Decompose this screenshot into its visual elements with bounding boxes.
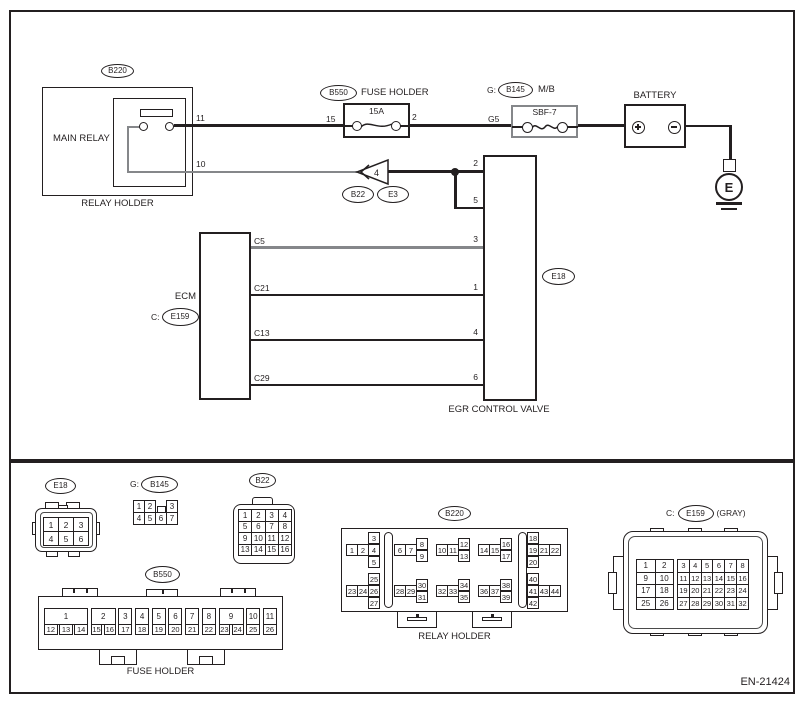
pin-cell: 13 xyxy=(459,551,469,561)
pin-cell: 14 xyxy=(479,545,489,555)
egr-valve-label: EGR CONTROL VALVE xyxy=(448,404,550,415)
pin-cell: 12 xyxy=(279,533,292,545)
wire-battery-ground-v xyxy=(729,125,732,160)
pin-cell: 2 xyxy=(144,500,156,513)
pin-cell: 3 xyxy=(368,532,380,544)
b220-foot xyxy=(397,611,437,628)
wire-ecm-c13 xyxy=(251,339,483,341)
pin-cell: 14 xyxy=(252,545,265,557)
pin-cell: 28 xyxy=(395,586,405,596)
egr-valve-box xyxy=(483,155,537,401)
pin-cell: 9 xyxy=(239,533,252,545)
pin-cell: 17 xyxy=(637,585,656,598)
pin-cell: 14 xyxy=(74,624,88,636)
pin-cell: 2 xyxy=(357,544,369,556)
b550-foot xyxy=(99,649,137,665)
pin-cell: 18 xyxy=(135,624,149,636)
pin-cell: 7 xyxy=(266,522,279,534)
pin-cell: 23 xyxy=(220,624,229,634)
pin-cell: 7 xyxy=(166,512,178,525)
pin-cell: 23 xyxy=(347,586,357,596)
pin-cell: 25 xyxy=(637,598,656,611)
b550-foot xyxy=(187,649,225,665)
pin-cell: 5 xyxy=(59,532,74,546)
pin-cell: 14 xyxy=(713,573,725,586)
pin-cell: 12 xyxy=(690,573,702,586)
pin-cell: 32 xyxy=(737,598,749,611)
pin-cell: 24 xyxy=(737,585,749,598)
sbf7-fuse-box xyxy=(511,105,578,138)
pin-cell: 28 xyxy=(690,598,702,611)
mb-prefix: G: xyxy=(487,84,496,95)
b550-caption: FUSE HOLDER xyxy=(126,666,195,677)
ecm-pin-c13: C13 xyxy=(254,328,270,338)
pin-cell: 13 xyxy=(239,545,252,557)
pin-cell: 19 xyxy=(152,624,166,636)
fuse-pin-15: 15 xyxy=(326,114,336,124)
relay-pin-10: 10 xyxy=(196,159,206,169)
pin-cell: 25 xyxy=(246,624,260,636)
b220-divider xyxy=(518,532,527,608)
e159-side-latch xyxy=(608,572,617,594)
fuse-slot: 9 xyxy=(219,608,244,625)
sbf7-label: SBF-7 xyxy=(532,107,557,117)
pin-cell: 29 xyxy=(702,598,714,611)
e18-pin-grid xyxy=(43,517,89,546)
main-relay-label: MAIN RELAY xyxy=(53,133,110,144)
pin-cell: 2 xyxy=(252,510,265,522)
egr-pin-2: 2 xyxy=(473,158,478,168)
egr-pin-1: 1 xyxy=(473,282,478,292)
pin-cell: 11 xyxy=(678,573,690,586)
mb-label: M/B xyxy=(537,84,555,96)
pin-cell: 36 xyxy=(479,586,489,596)
pin-cell: 19 xyxy=(528,545,538,555)
ground-line-1 xyxy=(716,202,742,205)
inline-ref-e3: E3 xyxy=(377,186,409,203)
pin-cell: 9 xyxy=(416,550,428,562)
pin-cell: 34 xyxy=(459,580,469,590)
b550-connector-label: B550 xyxy=(145,566,180,583)
pin-cell: 2 xyxy=(59,518,74,532)
pin-cell: 3 xyxy=(266,510,279,522)
pin-cell: 30 xyxy=(417,580,427,590)
ecm-connector-ref: E159 xyxy=(162,308,199,326)
pin-cell: 8 xyxy=(279,522,292,534)
pin-cell: 16 xyxy=(737,573,749,586)
inline-ref-b22: B22 xyxy=(342,186,374,203)
pin-cell: 41 xyxy=(528,586,538,596)
ground-symbol xyxy=(715,173,743,201)
relay-contact-right xyxy=(165,122,174,131)
pin-cell: 29 xyxy=(406,586,416,596)
pin-cell: 5 xyxy=(144,512,156,525)
fuse-slot: 6 xyxy=(168,608,182,625)
pin-cell: 4 xyxy=(690,560,702,573)
pin-cell: 22 xyxy=(713,585,725,598)
fuse-pin-2: 2 xyxy=(412,112,417,122)
pin-cell: 18 xyxy=(528,533,538,543)
b550-pin-matrix xyxy=(44,608,278,638)
battery-label: BATTERY xyxy=(633,90,677,101)
pin-cell: 2 xyxy=(656,560,675,573)
pin-cell: 11 xyxy=(447,544,459,556)
b220-divider xyxy=(384,532,393,608)
fuse-slot: 4 xyxy=(135,608,149,625)
pin-cell: 6 xyxy=(155,512,167,525)
mb-connector-ref: B145 xyxy=(498,82,533,98)
pin-cell: 5 xyxy=(239,522,252,534)
battery-plus-icon xyxy=(632,121,645,134)
pin-cell: 20 xyxy=(690,585,702,598)
pin-cell: 18 xyxy=(656,585,675,598)
pin-cell: 13 xyxy=(59,624,73,636)
pin-cell: 27 xyxy=(678,598,690,611)
wire-pin10-out xyxy=(127,171,357,173)
fuse-element-icon xyxy=(359,119,394,132)
pin-cell: 27 xyxy=(369,598,379,608)
ecm-pin-c5: C5 xyxy=(254,236,265,246)
ecm-label: ECM xyxy=(174,291,196,302)
wire-ecm-c21 xyxy=(251,294,483,296)
wire-relay-down xyxy=(127,126,129,172)
pin-cell: 24 xyxy=(358,586,368,596)
e159-prefix: C: xyxy=(666,508,675,519)
pin-cell: 24 xyxy=(233,624,242,634)
pin-cell: 10 xyxy=(437,545,447,555)
section-divider xyxy=(10,459,794,463)
egr-pin-5: 5 xyxy=(473,195,478,205)
pin-cell: 19 xyxy=(678,585,690,598)
wire-ecm-c29 xyxy=(251,384,483,386)
pin-cell: 31 xyxy=(725,598,737,611)
pin-cell: 6 xyxy=(252,522,265,534)
mb-pin-g5: G5 xyxy=(488,114,500,124)
pin-cell: 3 xyxy=(166,500,178,513)
pin-cell: 1 xyxy=(133,500,145,513)
b22-pin-grid xyxy=(238,509,292,556)
pin-cell: 1 xyxy=(44,518,59,532)
b220-caption: RELAY HOLDER xyxy=(418,631,491,642)
fuse-slot: 1 xyxy=(44,608,88,625)
pin-cell: 20 xyxy=(168,624,182,636)
pin-cell: 40 xyxy=(528,574,538,584)
pin-cell: 6 xyxy=(713,560,725,573)
pin-cell: 4 xyxy=(133,512,145,525)
pin-cell: 10 xyxy=(656,573,675,586)
ecm-pin-c21: C21 xyxy=(254,283,270,293)
b220-foot xyxy=(472,611,512,628)
pin-cell: 25 xyxy=(369,574,379,584)
relay-pin-11: 11 xyxy=(196,113,205,123)
b145-connector-label: B145 xyxy=(141,476,178,493)
sbf7-element-icon xyxy=(530,120,560,134)
e159-right-pin-grid xyxy=(677,559,749,610)
pin-cell: 8 xyxy=(737,560,749,573)
pin-cell: 23 xyxy=(725,585,737,598)
pin-cell: 22 xyxy=(550,545,560,555)
pin-cell: 3 xyxy=(678,560,690,573)
pin-cell: 35 xyxy=(459,592,469,602)
fuse-holder-label: FUSE HOLDER xyxy=(361,87,429,99)
e18-connector-label: E18 xyxy=(45,478,76,494)
pin-cell: 30 xyxy=(713,598,725,611)
ecm-box xyxy=(199,232,251,400)
pin-cell: 1 xyxy=(637,560,656,573)
egr-pin-3: 3 xyxy=(473,234,478,244)
junction-dot xyxy=(451,168,459,176)
relay-holder-label: RELAY HOLDER xyxy=(81,198,154,209)
battery-minus-icon xyxy=(668,121,681,134)
fuse-slot: 8 xyxy=(202,608,216,625)
pin-cell: 32 xyxy=(437,586,447,596)
pin-cell: 21 xyxy=(702,585,714,598)
fuse-slot: 10 xyxy=(246,608,260,625)
relay-coil-symbol xyxy=(140,109,173,117)
pin-cell: 26 xyxy=(263,624,277,636)
pin-cell: 3 xyxy=(74,518,89,532)
figure-id: EN-21424 xyxy=(740,676,790,688)
pin-cell: 4 xyxy=(44,532,59,546)
pin-cell: 38 xyxy=(501,580,511,590)
pin-cell: 26 xyxy=(369,586,379,596)
fuse-holder-connector-ref: B550 xyxy=(320,85,357,101)
pin-cell: 6 xyxy=(394,544,406,556)
pin-cell: 1 xyxy=(346,544,358,556)
pin-cell: 31 xyxy=(417,592,427,602)
pin-cell: 1 xyxy=(239,510,252,522)
fuse-slot: 2 xyxy=(91,608,116,625)
pin-cell: 44 xyxy=(550,586,560,596)
relay-connector-ref: B220 xyxy=(101,64,134,78)
wire-arrow-to-egr xyxy=(388,170,483,173)
fuse-slot: 5 xyxy=(152,608,166,625)
pin-cell: 12 xyxy=(459,539,469,549)
pin-cell: 4 xyxy=(279,510,292,522)
pin-cell: 37 xyxy=(490,586,500,596)
pin-cell: 42 xyxy=(528,598,538,608)
b145-prefix: G: xyxy=(130,479,139,490)
battery-box xyxy=(624,104,686,148)
pin-cell: 6 xyxy=(74,532,89,546)
wire-branch-pin5 xyxy=(454,207,483,210)
inline-connector-number: 4 xyxy=(374,168,380,178)
pin-cell: 39 xyxy=(501,592,511,602)
pin-cell: 17 xyxy=(118,624,132,636)
egr-connector-ref: E18 xyxy=(542,268,575,285)
pin-cell: 20 xyxy=(528,557,538,567)
pin-cell: 5 xyxy=(368,556,380,568)
ground-line-2 xyxy=(721,208,737,211)
pin-cell: 15 xyxy=(490,545,500,555)
pin-cell: 16 xyxy=(501,539,511,549)
pin-cell: 13 xyxy=(702,573,714,586)
pin-cell: 21 xyxy=(539,545,549,555)
fuse-slot: 11 xyxy=(263,608,277,625)
b22-connector-label: B22 xyxy=(249,473,276,488)
pin-cell: 33 xyxy=(448,586,458,596)
pin-cell: 7 xyxy=(725,560,737,573)
e159-connector-label: E159 xyxy=(678,505,714,522)
pin-cell: 4 xyxy=(368,544,380,556)
ecm-pin-c29: C29 xyxy=(254,373,270,383)
egr-pin-6: 6 xyxy=(473,372,478,382)
e159-color-note: (GRAY) xyxy=(716,508,746,519)
e159-side-latch xyxy=(774,572,783,594)
wire-ecm-c5 xyxy=(251,246,483,249)
pin-cell: 8 xyxy=(416,538,428,550)
b220-connector-label: B220 xyxy=(438,506,471,521)
pin-cell: 9 xyxy=(637,573,656,586)
pin-cell: 15 xyxy=(725,573,737,586)
egr-pin-4: 4 xyxy=(473,327,478,337)
ground-connector-box xyxy=(723,159,736,172)
wire-battery-ground-h xyxy=(686,125,731,128)
pin-cell: 15 xyxy=(266,545,279,557)
pin-cell: 17 xyxy=(501,551,511,561)
fuse-slot: 3 xyxy=(118,608,132,625)
relay-contact-left xyxy=(139,122,148,131)
pin-cell: 15 xyxy=(92,624,101,634)
e159-left-pin-grid xyxy=(636,559,674,610)
ecm-connector-prefix: C: xyxy=(151,311,160,322)
fuse-rating-label: 15A xyxy=(368,106,385,116)
pin-cell: 26 xyxy=(656,598,675,611)
pin-cell: 21 xyxy=(185,624,199,636)
fuse-15a-box xyxy=(343,103,410,138)
pin-cell: 16 xyxy=(105,624,114,634)
pin-cell: 10 xyxy=(252,533,265,545)
pin-cell: 11 xyxy=(266,533,279,545)
pin-cell: 22 xyxy=(202,624,216,636)
pin-cell: 7 xyxy=(405,544,417,556)
b220-connector-body xyxy=(341,528,568,612)
pin-cell: 43 xyxy=(539,586,549,596)
ground-label: E xyxy=(724,179,734,195)
pin-cell: 5 xyxy=(702,560,714,573)
fuse-slot: 7 xyxy=(185,608,199,625)
inline-connector-arrow-icon xyxy=(354,158,390,186)
pin-cell: 12 xyxy=(44,624,58,636)
pin-cell: 16 xyxy=(279,545,292,557)
